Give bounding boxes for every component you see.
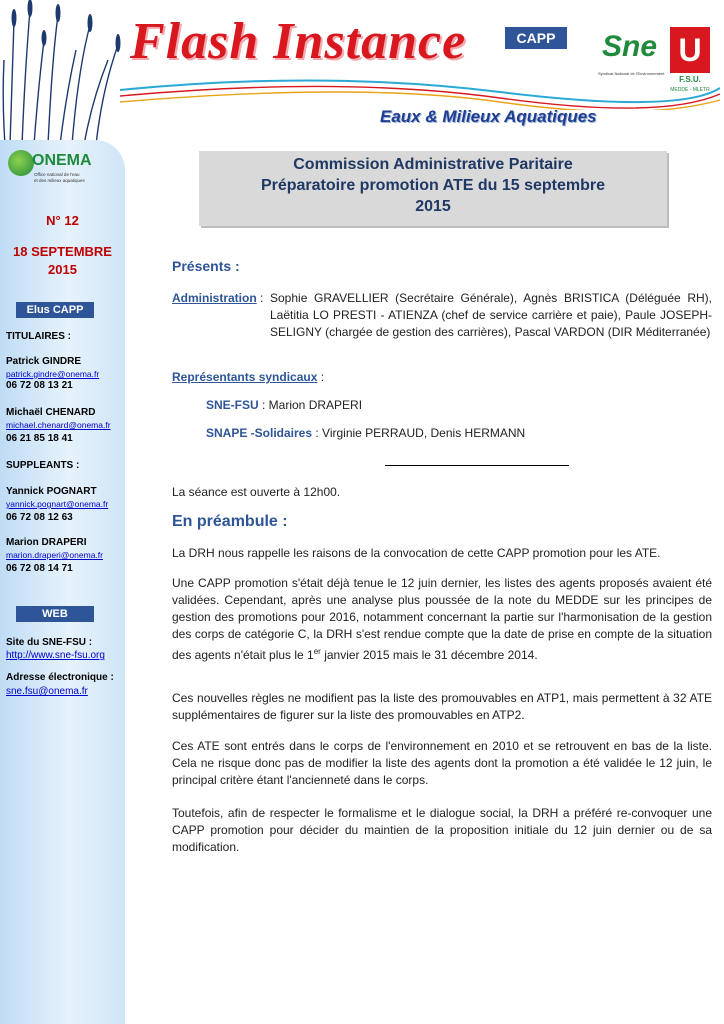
- suppleant-phone: 06 72 08 14 71: [6, 563, 73, 574]
- document-title-box: [199, 151, 667, 226]
- administration-label: [172, 290, 270, 307]
- superscript: er: [313, 647, 321, 656]
- issue-number: N° 12: [46, 213, 79, 228]
- titulaire-phone: 06 21 85 18 41: [6, 433, 73, 444]
- preamble-heading: En préambule :: [172, 513, 288, 530]
- sne-fsu-label: SNE-FSU: [206, 398, 259, 412]
- opening-sentence: La séance est ouverte à 12h00.: [172, 485, 341, 499]
- titulaire-phone: 06 72 08 13 21: [6, 380, 73, 391]
- site-link[interactable]: http://www.sne-fsu.org: [6, 650, 105, 661]
- newsletter-subtitle: Eaux & Milieux Aquatiques: [380, 107, 597, 126]
- document-title-line1: Commission Administrative Paritaire: [293, 156, 573, 173]
- titulaire-email-link[interactable]: michael.chenard@onema.fr: [6, 420, 111, 430]
- paragraph: La DRH nous rappelle les raisons de la convocation de cette CAPP promotion pour les ATE.: [172, 546, 661, 560]
- reeds-illustration: [0, 0, 140, 145]
- onema-logo-tagline-1: Office national de l'eau: [34, 172, 80, 177]
- titulaire-email-link[interactable]: patrick.gindre@onema.fr: [6, 369, 100, 379]
- sne-fsu-members: : Marion DRAPERI: [258, 398, 363, 412]
- snape-members: : Virginie PERRAUD, Denis HERMANN: [312, 426, 526, 440]
- representants-label-text: Représentants syndicaux: [172, 370, 318, 384]
- snape-label: SNAPE -Solidaires: [206, 426, 313, 440]
- suppleant-email-link[interactable]: marion.draperi@onema.fr: [6, 550, 103, 560]
- email-label: Adresse électronique :: [6, 672, 114, 683]
- suppleant-phone: 06 72 08 12 63: [6, 512, 73, 523]
- issue-date-line2: 2015: [48, 262, 77, 277]
- fsu-logo-text: F.S.U.: [679, 75, 701, 84]
- fsu-logo-mark: U: [670, 27, 710, 73]
- administration-label-sep: :: [256, 291, 264, 305]
- web-heading: WEB: [16, 606, 94, 622]
- representants-label-sep: :: [317, 370, 325, 384]
- capp-label: CAPP: [505, 27, 567, 49]
- sne-logo-tagline: Syndicat National de l'Environnement: [598, 71, 665, 76]
- email-link[interactable]: sne.fsu@onema.fr: [6, 686, 88, 697]
- document-title-line3: 2015: [415, 198, 451, 215]
- representants-label: [172, 369, 324, 386]
- onema-logo-icon: [8, 150, 34, 176]
- site-label: Site du SNE-FSU :: [6, 637, 93, 648]
- suppleant-email-link[interactable]: yannick.pognart@onema.fr: [6, 499, 109, 509]
- onema-logo: [8, 146, 100, 192]
- suppleants-label: SUPPLEANTS :: [6, 460, 80, 471]
- sidebar: [0, 140, 125, 1024]
- sne-logo-footer: MEDDE - MLETR: [670, 87, 710, 93]
- paragraph-text: Une CAPP promotion s'était déjà tenue le 12 juin dernier, les listes des agents proposés avaient été validées. Cependant, après une analyse plus poussée de la note du MEDDE sur les principes de gestion des promotions pour 2016, notamment concernant la partie sur l'harmonisation de la gestion des corps de catégorie C, la DRH s'est rendue compte que la date de prise en compte de la situation des agents n'était plus le 1: [172, 576, 712, 662]
- newsletter-title: Flash Instance: [130, 13, 467, 70]
- sne-logo-text: Sne: [602, 30, 658, 63]
- administration-label-text: Administration: [172, 291, 257, 305]
- paragraph: [172, 575, 712, 664]
- titulaires-label: TITULAIRES :: [6, 331, 71, 342]
- paragraph: Ces nouvelles règles ne modifient pas la liste des promouvables en ATP1, mais permettent à 32 ATE supplémentaires de figurer sur la liste des promouvables en ATP2.: [172, 691, 712, 722]
- titulaire-name: Michaël CHENARD: [6, 407, 96, 418]
- separator-line: [385, 465, 569, 466]
- sne-fsu-logo: [596, 25, 714, 101]
- document-title-line2: Préparatoire promotion ATE du 15 septembre: [260, 177, 606, 194]
- suppleant-name: Marion DRAPERI: [6, 537, 87, 548]
- paragraph: Ces ATE sont entrés dans le corps de l'environnement en 2010 et se retrouvent en bas de la liste. Cela ne risque donc pas de modifier la liste des agents dont la promotion a été validée le 12 juin, le principal critère étant l'ancienneté dans le corps.: [172, 739, 712, 787]
- titulaire-name: Patrick GINDRE: [6, 356, 82, 367]
- onema-logo-text: ONEMA: [32, 152, 92, 169]
- sne-fsu-representatives: [206, 397, 362, 414]
- paragraph-text: janvier 2015 mais le 31 décembre 2014.: [320, 648, 538, 662]
- snape-representatives: [206, 425, 525, 442]
- elus-capp-heading: Elus CAPP: [16, 302, 94, 318]
- administration-members: Sophie GRAVELLIER (Secrétaire Générale), Agnès BRISTICA (Déléguée RH), Laëtitia LO PRESTI - ATIENZA (chef de service carrière et paie), Paule JOSEPH-SELIGNY (chargée de gestion des carrières), Pascal VARDON (DIR Méditerranée): [270, 291, 712, 339]
- issue-date-line1: 18 SEPTEMBRE: [13, 244, 112, 259]
- onema-logo-tagline-2: et des milieux aquatiques: [34, 178, 85, 183]
- suppleant-name: Yannick POGNART: [6, 486, 97, 497]
- presents-heading: Présents :: [172, 258, 240, 274]
- paragraph: Toutefois, afin de respecter le formalisme et le dialogue social, la DRH a préféré re-convoquer une CAPP promotion pour décider du maintien de la proposition initiale du 12 juin dernier ou de sa modification.: [172, 806, 712, 854]
